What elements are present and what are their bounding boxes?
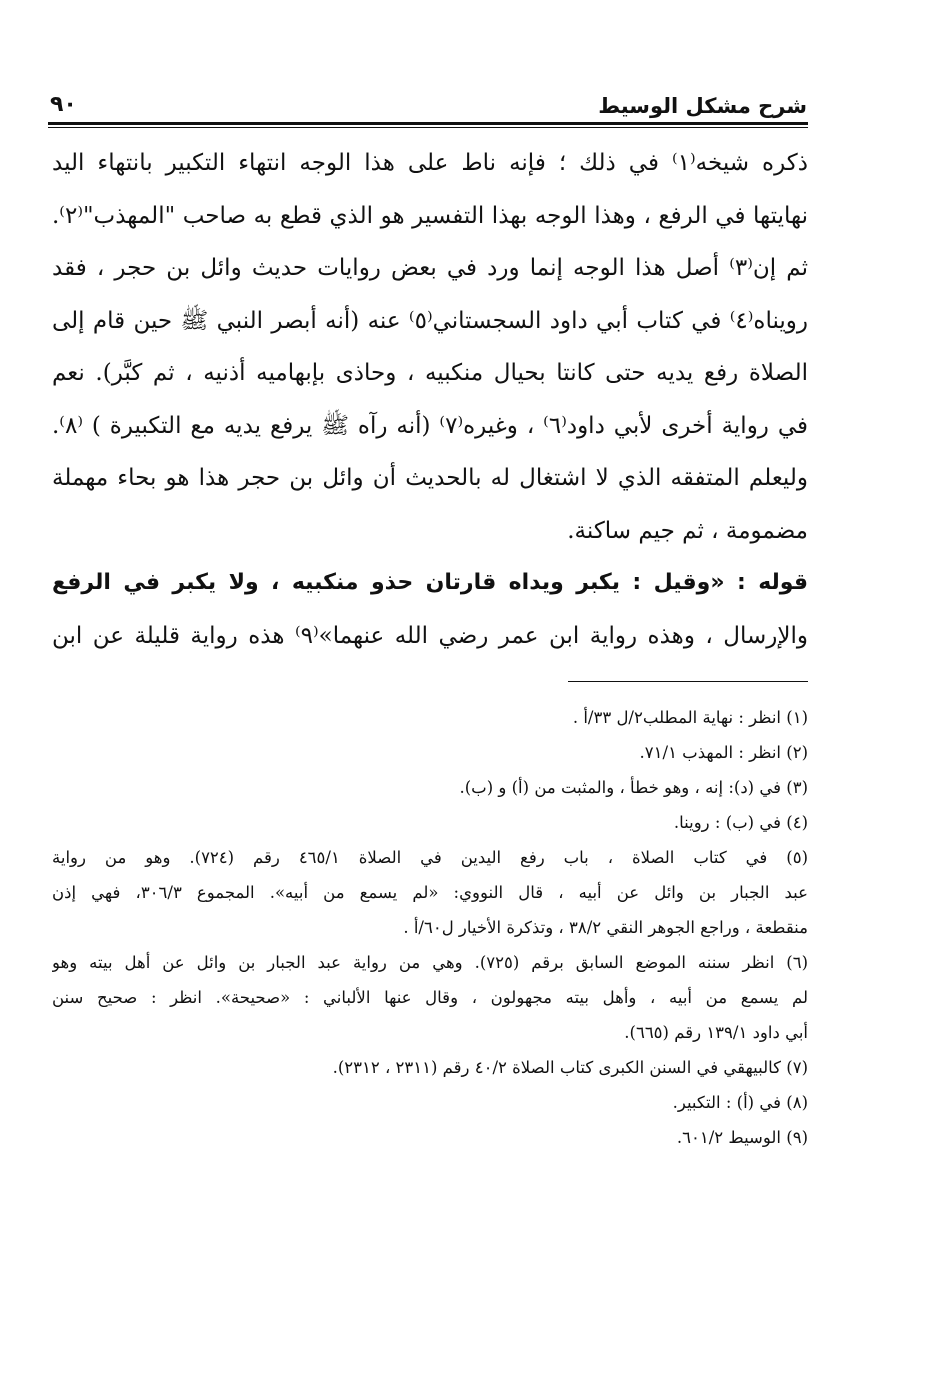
text-line: نهايتها في الرفع ، وهذا الوجه بهذا التفسير هو الذي قطع به صاحب "المهذب"⁽٢⁾. xyxy=(52,202,808,229)
footnote: (٣) في (د): إنه ، وهو خطأ ، والمثبت من (أ) و (ب). xyxy=(459,778,808,797)
footnote: (٦) انظر سننه الموضع السابق برقم (٧٢٥). وهي من رواية عبد الجبار بن وائل عن أهل بيته وهو xyxy=(52,953,808,972)
text-line: رويناه⁽٤⁾ في كتاب أبي داود السجستاني⁽٥⁾ عنه (أنه أبصر النبي ﷺ حين قام إلى xyxy=(52,307,808,334)
footnote-continuation: منقطعة ، وراجع الجوهر النقي ٣٨/٢ ، وتذكرة الأخيار ل٦٠/أ . xyxy=(403,918,808,937)
text-line: مضمومة ، ثم جيم ساكنة. xyxy=(567,517,808,544)
page-header xyxy=(50,90,807,120)
text-line: في رواية أخرى لأبي داود⁽٦⁾ ، وغيره⁽٧⁾ (أنه رآه ﷺ يرفع يديه مع التكبيرة ) ⁽٨⁾. xyxy=(52,412,808,439)
text-line: وليعلم المتفقه الذي لا اشتغال له بالحديث أن وائل بن حجر هذا هو بحاء مهملة xyxy=(52,465,808,491)
book-title: شرح مشكل الوسيط xyxy=(598,94,807,118)
footnote: (٩) الوسيط ٦٠١/٢. xyxy=(676,1128,808,1147)
footnote-separator xyxy=(568,681,808,682)
footnote: (١) انظر : نهاية المطلب٢/ل ٣٣/أ . xyxy=(572,708,808,727)
main-text xyxy=(52,137,808,662)
footnote: (٥) في كتاب الصلاة ، باب رفع اليدين في الصلاة ٤٦٥/١ رقم (٧٢٤). وهو من رواية xyxy=(52,848,808,867)
footnotes xyxy=(52,700,808,1155)
footnote-continuation: عبد الجبار بن وائل عن أبيه ، قال النووي: «لم يسمع من أبيه». المجموع ٣٠٦/٣، فهي إذن xyxy=(52,883,808,902)
quoted-text-line: قوله : «وقيل : يكبر ويداه قارتان حذو منكبيه ، ولا يكبر في الرفع xyxy=(52,570,808,595)
text-line: الصلاة رفع يديه حتى كانتا بحيال منكبيه ، وحاذى بإبهاميه أذنيه ، ثم كبَّر). نعم xyxy=(52,360,808,386)
page-number: ٩٠ xyxy=(50,92,77,117)
text-line: ثم إن⁽٣⁾ أصل هذا الوجه إنما ورد في بعض روايات حديث وائل بن حجر ، فقد xyxy=(52,255,808,281)
footnote-continuation: أبي داود ١٣٩/١ رقم (٦٦٥). xyxy=(624,1023,808,1042)
quoted-text-line: والإرسال ، وهذه رواية ابن عمر رضي الله عنهما»⁽٩⁾ هذه رواية قليلة عن ابن xyxy=(52,622,808,649)
footnote: (٤) في (ب) : روينا. xyxy=(673,813,808,832)
header-rule-thick xyxy=(48,122,808,125)
text-line: ذكره شيخه⁽١⁾ في ذلك ؛ فإنه ناط على هذا الوجه انتهاء التكبير بانتهاء اليد xyxy=(52,150,808,176)
footnote: (٢) انظر : المهذب ٧١/١. xyxy=(639,743,808,762)
footnote-continuation: لم يسمع من أبيه ، وأهل بيته مجهولون ، وقال عنها الألباني : «صحيحة». انظر : صحيح سنن xyxy=(52,988,808,1007)
footnote: (٨) في (أ) : التكبير. xyxy=(672,1093,808,1112)
header-rule-thin xyxy=(48,127,808,128)
footnote: (٧) كالبيهقي في السنن الكبرى كتاب الصلاة ٤٠/٢ رقم (٢٣١١ ، ٢٣١٢). xyxy=(332,1058,808,1077)
